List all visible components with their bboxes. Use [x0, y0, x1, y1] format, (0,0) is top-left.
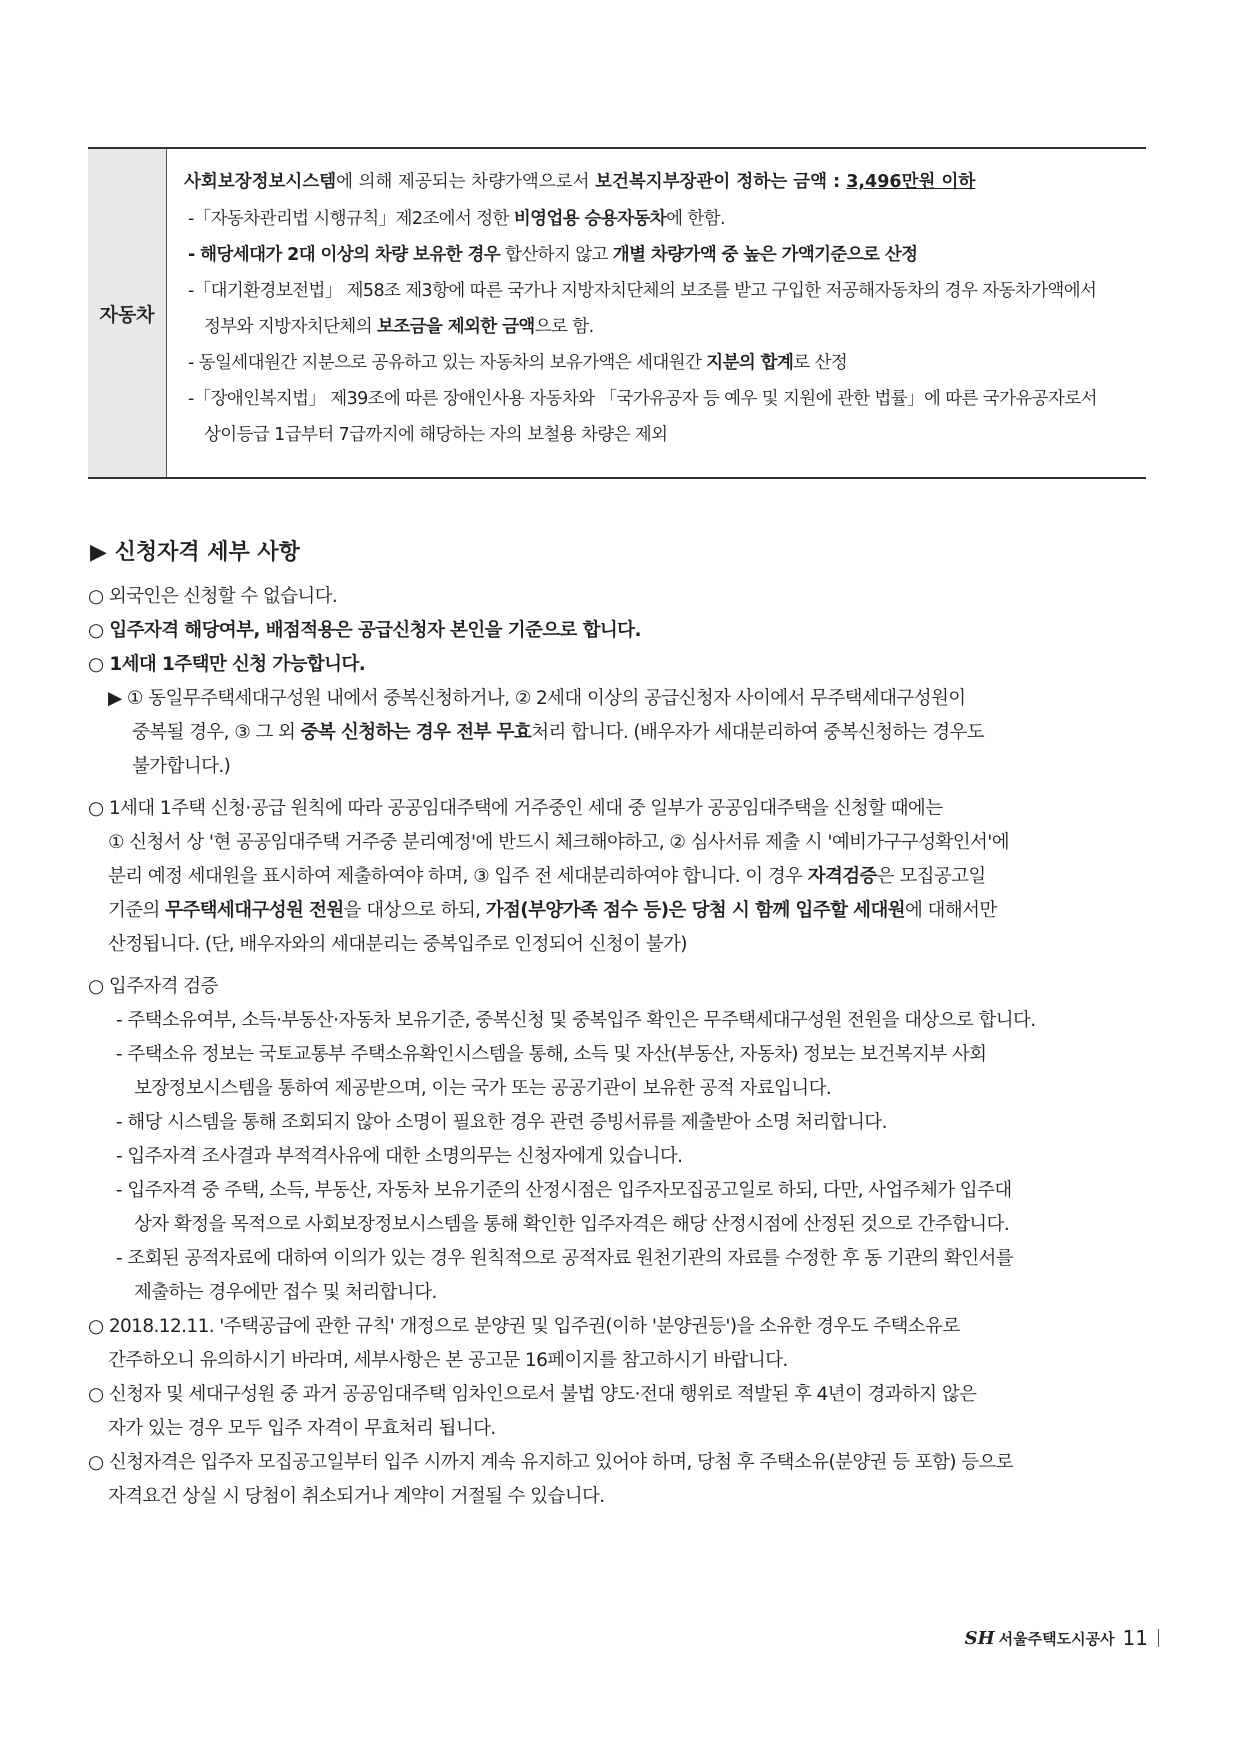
page-footer — [965, 1626, 1159, 1650]
list-item: ○ 1세대 1주택만 신청 가능합니다. — [88, 654, 366, 675]
vehicle-rule-3-cont: 정부와 지방자치단체의 보조금을 제외한 금액으로 함. — [204, 317, 594, 337]
list-item: 자격요건 상실 시 당첨이 취소되거나 계약이 거절될 수 있습니다. — [108, 1486, 605, 1507]
table-row-header: 자동차 — [88, 149, 167, 477]
list-item: 기준의 무주택세대구성원 전원을 대상으로 하되, 가점(부양가족 점수 등)은 당첨 시 함께 입주할 세대원에 대해서만 — [108, 900, 997, 921]
vehicle-limit-line: 사회보장정보시스템에 의해 제공되는 차량가액으로서 보건복지부장관이 정하는 금액 : 3,496만원 이하 — [184, 172, 976, 192]
list-item: ○ 신청자 및 세대구성원 중 과거 공공임대주택 임차인으로서 불법 양도·전대 행위로 적발된 후 4년이 경과하지 않은 — [88, 1384, 977, 1405]
list-item: 상자 확정을 목적으로 사회보장정보시스템을 통해 확인한 입주자격은 해당 산정시점에 산정된 것으로 간주합니다. — [134, 1214, 1010, 1235]
list-item: ○ 1세대 1주택 신청·공급 원칙에 따라 공공임대주택에 거주중인 세대 중 일부가 공공임대주택을 신청할 때에는 — [88, 798, 943, 819]
list-item: 중복될 경우, ③ 그 외 중복 신청하는 경우 전부 무효처리 합니다. (배우자가 세대분리하여 중복신청하는 경우도 — [132, 722, 985, 743]
list-item: 불가합니다.) — [132, 756, 231, 777]
list-item: ① 신청서 상 '현 공공임대주택 거주중 분리예정'에 반드시 체크해야하고, ② 심사서류 제출 시 '예비가구구성확인서'에 — [108, 832, 1010, 853]
vehicle-rule-2: - 해당세대가 2대 이상의 차량 보유한 경우 합산하지 않고 개별 차량가액 중 높은 가액기준으로 산정 — [188, 245, 918, 265]
table-cell-content — [184, 163, 1136, 453]
list-item: 간주하오니 유의하시기 바라며, 세부사항은 본 공고문 16페이지를 참고하시기 바랍니다. — [108, 1350, 788, 1371]
list-item: ○ 신청자격은 입주자 모집공고일부터 입주 시까지 계속 유지하고 있어야 하며, 당첨 후 주택소유(분양권 등 포함) 등으로 — [88, 1452, 1014, 1473]
list-item: 자가 있는 경우 모두 입주 자격이 무효처리 됩니다. — [108, 1418, 496, 1439]
vehicle-rule-5: -「장애인복지법」 제39조에 따른 장애인사용 자동차와 「국가유공자 등 예우 및 지원에 관한 법률」에 따른 국가유공자로서 — [188, 389, 1097, 409]
list-item: - 주택소유 정보는 국토교통부 주택소유확인시스템을 통해, 소득 및 자산(부동산, 자동차) 정보는 보건복지부 사회 — [116, 1044, 987, 1065]
list-item: ○ 입주자격 검증 — [88, 976, 218, 997]
eligibility-details — [88, 580, 1148, 1514]
sh-logo-icon: SH — [964, 1627, 995, 1649]
list-item: - 입주자격 조사결과 부적격사유에 대한 소명의무는 신청자에게 있습니다. — [116, 1146, 683, 1167]
footer-divider — [1158, 1629, 1159, 1647]
list-item: 보장정보시스템을 통하여 제공받으며, 이는 국가 또는 공공기관이 보유한 공적 자료입니다. — [134, 1078, 832, 1099]
organization-name: 서울주택도시공사 — [998, 1629, 1115, 1648]
vehicle-rule-4: - 동일세대원간 지분으로 공유하고 있는 자동차의 보유가액은 세대원간 지분의 합계로 산정 — [188, 353, 848, 373]
vehicle-rule-1: -「자동차관리법 시행규칙」제2조에서 정한 비영업용 승용자동차에 한함. — [188, 209, 725, 229]
vehicle-criteria-table — [88, 147, 1146, 479]
list-item: ▶ ① 동일무주택세대구성원 내에서 중복신청하거나, ② 2세대 이상의 공급신청자 사이에서 무주택세대구성원이 — [108, 688, 966, 709]
list-item: 분리 예정 세대원을 표시하여 제출하여야 하며, ③ 입주 전 세대분리하여야 합니다. 이 경우 자격검증은 모집공고일 — [108, 866, 986, 887]
list-item: ○ 2018.12.11. '주택공급에 관한 규칙' 개정으로 분양권 및 입주권(이하 '분양권등')을 소유한 경우도 주택소유로 — [88, 1316, 960, 1337]
vehicle-rule-3: -「대기환경보전법」 제58조 제3항에 따른 국가나 지방자치단체의 보조를 받고 구입한 저공해자동차의 경우 자동차가액에서 — [188, 281, 1097, 301]
list-item: - 조회된 공적자료에 대하여 이의가 있는 경우 원칙적으로 공적자료 원천기관의 자료를 수정한 후 동 기관의 확인서를 — [116, 1248, 1014, 1269]
list-item: - 입주자격 중 주택, 소득, 부동산, 자동차 보유기준의 산정시점은 입주자모집공고일로 하되, 다만, 사업주체가 입주대 — [116, 1180, 1012, 1201]
page-number: 11 — [1122, 1626, 1148, 1650]
list-item: - 주택소유여부, 소득·부동산·자동차 보유기준, 중복신청 및 중복입주 확인은 무주택세대구성원 전원을 대상으로 합니다. — [116, 1010, 1036, 1031]
section-title: ▶ 신청자격 세부 사항 — [90, 540, 300, 565]
list-item: ○ 입주자격 해당여부, 배점적용은 공급신청자 본인을 기준으로 합니다. — [88, 620, 641, 641]
list-item: - 해당 시스템을 통해 조회되지 않아 소명이 필요한 경우 관련 증빙서류를 제출받아 소명 처리합니다. — [116, 1112, 887, 1133]
vehicle-rule-5-cont: 상이등급 1급부터 7급까지에 해당하는 자의 보철용 차량은 제외 — [204, 425, 668, 445]
list-item: 제출하는 경우에만 접수 및 처리합니다. — [134, 1282, 437, 1303]
list-item: ○ 외국인은 신청할 수 없습니다. — [88, 586, 338, 607]
list-item: 산정됩니다. (단, 배우자와의 세대분리는 중복입주로 인정되어 신청이 불가) — [108, 934, 687, 955]
